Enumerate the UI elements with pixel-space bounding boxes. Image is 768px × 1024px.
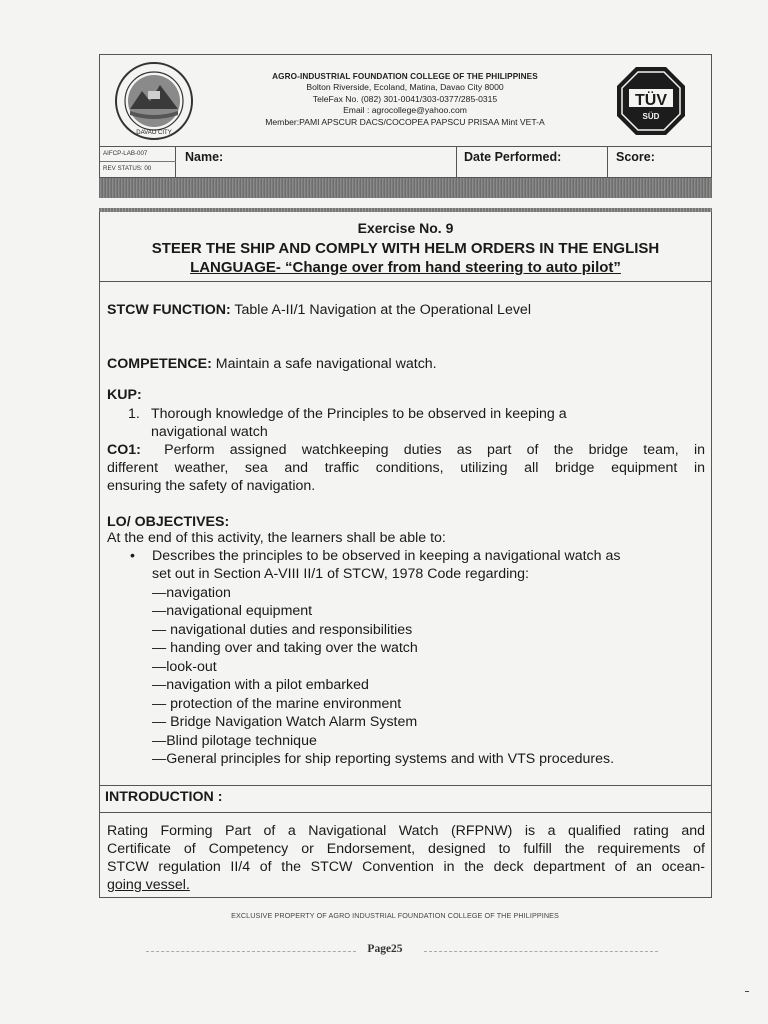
rev-status: REV STATUS: 00 <box>103 165 152 172</box>
co1-text-line1: Perform assigned watchkeeping duties as part of the bridge team, in <box>164 442 705 458</box>
college-name: AGRO-INDUSTRIAL FOUNDATION COLLEGE OF THE PHILIPPINES <box>272 72 538 81</box>
svg-text:TÜV: TÜV <box>635 92 667 109</box>
form-code: AIFCP-LAB-007 <box>103 150 148 157</box>
objective-subitem: —navigational equipment <box>152 603 313 619</box>
divider <box>99 281 712 282</box>
objective-bullet-line1: Describes the principles to be observed in keeping a navigational watch as <box>152 548 621 564</box>
competence <box>107 355 437 374</box>
objectives-intro: At the end of this activity, the learners shall be able to: <box>107 530 446 546</box>
co1-line3: ensuring the safety of navigation. <box>107 478 316 494</box>
svg-text:SÜD: SÜD <box>642 112 660 121</box>
divider <box>99 897 712 898</box>
objective-subitem: —General principles for ship reporting systems and with VTS procedures. <box>152 751 615 767</box>
objective-bullet-line2: set out in Section A-VIII II/1 of STCW, 1978 Code regarding: <box>152 566 529 582</box>
objective-subitem: — Bridge Navigation Watch Alarm System <box>152 714 418 730</box>
page-number: Page25 <box>367 943 403 955</box>
objective-subitem: —navigation with a pilot embarked <box>152 677 369 693</box>
objective-subitem: —navigation <box>152 585 231 601</box>
kup-label: KUP: <box>107 387 142 403</box>
header-stripe <box>99 178 712 198</box>
college-membership: Member:PAMI APSCUR DACS/COCOPEA PAPSCU PRISAA Mint VET-A <box>265 116 545 127</box>
bullet-icon: • <box>130 548 135 564</box>
tuv-sud-logo-icon <box>615 65 687 137</box>
kup-item-number: 1. <box>128 406 140 422</box>
introduction-line3: STCW regulation II/4 of the STCW Convention in the deck department of an ocean- <box>107 859 705 875</box>
letterhead <box>99 54 712 147</box>
exercise-title-line2: LANGUAGE- “Change over from hand steering to auto pilot” <box>190 259 621 276</box>
competence-label: COMPETENCE: <box>107 356 212 372</box>
stcw-text: Table A-II/1 Navigation at the Operational Level <box>234 302 531 318</box>
introduction-line4: going vessel. <box>107 877 190 893</box>
college-seal-icon <box>114 61 194 141</box>
divider <box>424 951 658 952</box>
divider <box>146 951 356 952</box>
introduction-line1: Rating Forming Part of a Navigational Watch (RFPNW) is a qualified rating and <box>107 823 705 839</box>
footer-property-notice: EXCLUSIVE PROPERTY OF AGRO INDUSTRIAL FOUNDATION COLLEGE OF THE PHILIPPINES <box>231 911 559 920</box>
objectives-label: LO/ OBJECTIVES: <box>107 514 230 530</box>
svg-text:DAVAO CITY: DAVAO CITY <box>136 130 172 136</box>
competence-text: Maintain a safe navigational watch. <box>215 356 437 372</box>
stcw-function <box>107 301 531 320</box>
objective-subitem: —Blind pilotage technique <box>152 733 317 749</box>
co1-line2: different weather, sea and traffic conditions, utilizing all bridge equipment in <box>107 460 705 476</box>
student-info-row <box>99 147 712 178</box>
exercise-number: Exercise No. 9 <box>357 220 454 236</box>
objective-subitem: —look-out <box>152 659 217 675</box>
date-performed-label: Date Performed: <box>464 150 562 164</box>
introduction-line2: Certificate of Competency or Endorsement, designed to fulfill the requirements of <box>107 841 705 857</box>
objective-subitem: — navigational duties and responsibilities <box>152 622 413 638</box>
kup-item-line2: navigational watch <box>151 424 268 440</box>
objective-subitem: — protection of the marine environment <box>152 696 402 712</box>
exercise-title-line1: STEER THE SHIP AND COMPLY WITH HELM ORDERS IN THE ENGLISH <box>151 240 660 257</box>
college-info <box>220 71 590 128</box>
name-label: Name: <box>185 150 224 164</box>
score-label: Score: <box>616 150 655 164</box>
introduction-label: INTRODUCTION : <box>105 789 223 805</box>
college-email: Email : agrocollege@yahoo.com <box>343 105 467 116</box>
objective-subitem: — handing over and taking over the watch <box>152 640 418 656</box>
form-code-cell <box>100 147 176 177</box>
co1-line1 <box>107 441 705 460</box>
kup-item-line1: Thorough knowledge of the Principles to be observed in keeping a <box>151 406 567 422</box>
scan-mark <box>745 991 749 992</box>
stcw-label: STCW FUNCTION: <box>107 302 231 318</box>
college-address: Bolton Riverside, Ecoland, Matina, Davao City 8000 <box>306 82 504 93</box>
introduction-header <box>99 785 712 813</box>
college-telefax: TeleFax No. (082) 301-0041/303-0377/285-0315 <box>312 93 498 104</box>
co1-label: CO1: <box>107 442 141 458</box>
exercise-title <box>99 239 712 277</box>
